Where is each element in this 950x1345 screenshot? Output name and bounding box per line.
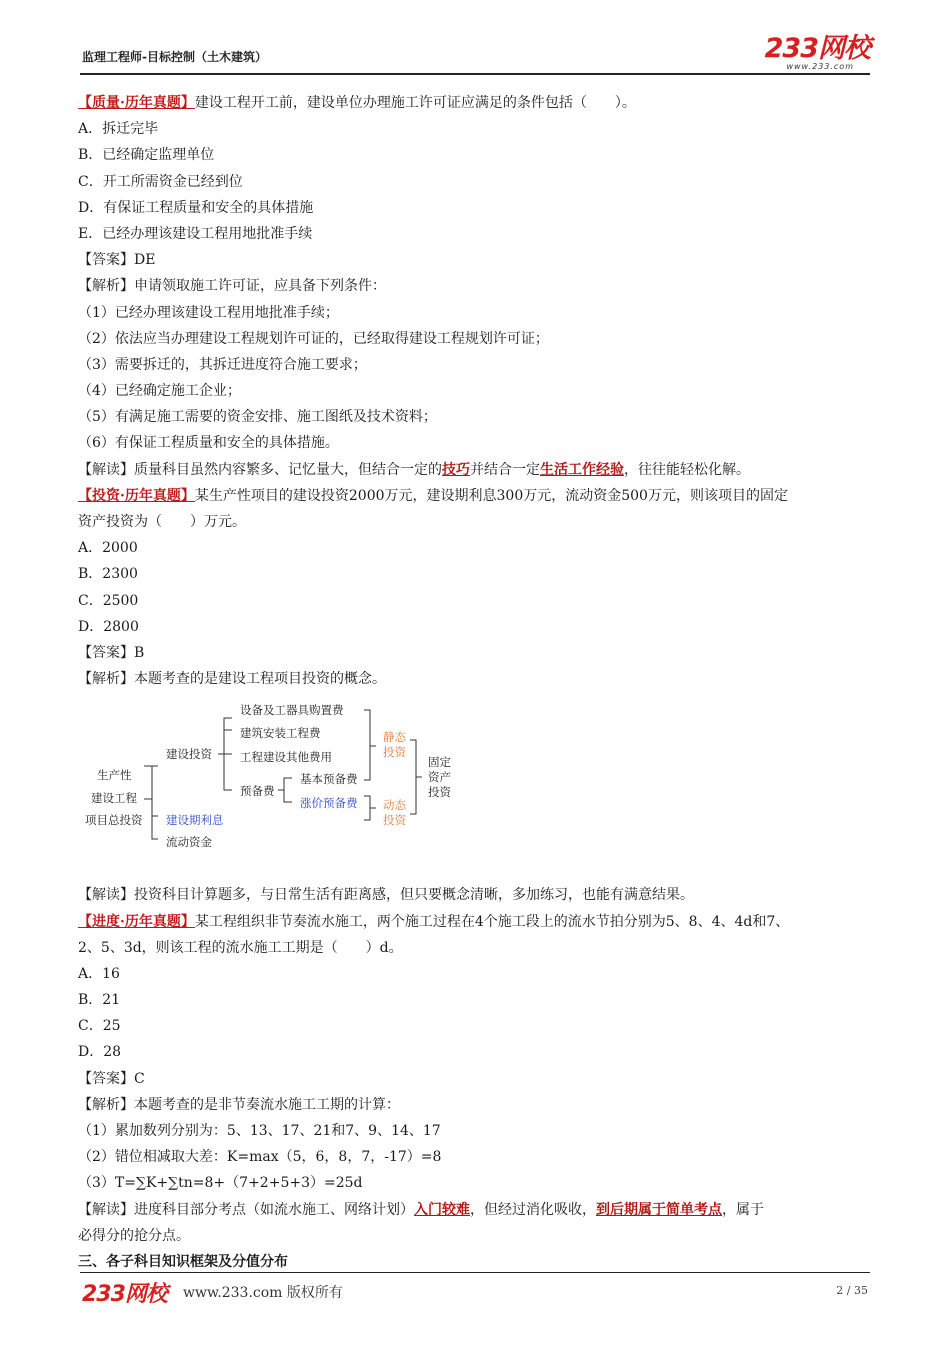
q1-option-e: E．已经办理该建设工程用地批准手续 xyxy=(78,225,313,242)
q2-reading: 【解读】投资科目计算题多，与日常生活有距离感，但只要概念清晰，多加练习，也能有满意结果。 xyxy=(78,887,694,904)
q3-analysis-1: （1）累加数列分别为：5、13、17、21和7、9、14、17 xyxy=(78,1123,441,1139)
diagram-reserve: 预备费 xyxy=(240,784,275,799)
q2-stem xyxy=(78,483,870,509)
diagram-fixed-line1: 固定 xyxy=(428,755,451,770)
q3-stem-line2: 2、5、3d，则该工程的流水施工工期是（ ）d。 xyxy=(78,939,403,956)
q2-stem-line2: 资产投资为（ ）万元。 xyxy=(78,514,246,530)
q1-analysis-5: （5）有满足施工需要的资金安排、施工图纸及技术资料； xyxy=(78,409,437,426)
investment-diagram xyxy=(78,700,870,882)
q3-reading-highlight-1: 入门较难 xyxy=(414,1201,470,1218)
q3-option-b: B．21 xyxy=(78,992,121,1009)
footer-divider xyxy=(80,1272,870,1273)
q1-analysis-2: （2）依法应当办理建设工程规划许可证的，已经取得建设工程规划许可证； xyxy=(78,330,549,347)
q3-stem xyxy=(78,909,870,935)
diagram-other-cost: 工程建设其他费用 xyxy=(240,750,332,765)
q1-reading xyxy=(78,457,870,483)
diagram-static-line2: 投资 xyxy=(383,745,406,760)
q1-analysis-3: （3）需要拆迁的，其拆迁进度符合施工要求； xyxy=(78,356,367,373)
diagram-static-line1: 静态 xyxy=(383,730,406,745)
q3-option-d: D．28 xyxy=(78,1044,122,1061)
diagram-interest: 建设期利息 xyxy=(166,813,224,828)
q2-stem-text: 某生产性项目的建设投资2000万元，建设期利息300万元，流动资金500万元，则该项目的固定 xyxy=(194,487,788,504)
q3-reading xyxy=(78,1197,870,1223)
diagram-root-line2: 建设工程 xyxy=(91,791,137,806)
q1-reading-part: 【解读】质量科目虽然内容繁多、记忆量大，但结合一定的 xyxy=(78,461,442,478)
q1-answer: 【答案】DE xyxy=(78,252,156,269)
section-title: 三、各子科目知识框架及分值分布 xyxy=(78,1253,288,1270)
q2-option-d: D．2800 xyxy=(78,618,139,635)
q1-reading-part: 并结合一定 xyxy=(470,461,540,478)
diagram-dynamic-line2: 投资 xyxy=(383,813,406,828)
diagram-price-reserve: 涨价预备费 xyxy=(300,796,358,811)
q1-option-c: C．开工所需资金已经到位 xyxy=(78,173,243,190)
q1-analysis-head: 【解析】申请领取施工许可证，应具备下列条件： xyxy=(78,278,386,295)
diagram-root-line3: 项目总投资 xyxy=(85,813,143,828)
q1-reading-part: ，往往能轻松化解。 xyxy=(624,461,750,478)
diagram-basic-reserve: 基本预备费 xyxy=(300,772,358,787)
q1-reading-highlight-2: 生活工作经验 xyxy=(540,461,624,478)
q2-analysis: 【解析】本题考查的是建设工程项目投资的概念。 xyxy=(78,671,386,688)
diagram-install-cost: 建筑安装工程费 xyxy=(240,726,321,741)
q2-tag: 【投资·历年真题】 xyxy=(78,487,195,504)
diagram-root-line1: 生产性 xyxy=(97,768,132,783)
q3-analysis-2: （2）错位相减取大差：K=max（5，6，8，7，-17）=8 xyxy=(78,1149,442,1166)
q3-reading-part: 【解读】进度科目部分考点（如流水施工、网络计划） xyxy=(78,1201,414,1218)
q2-answer: 【答案】B xyxy=(78,644,145,661)
footer-copyright: www.233.com 版权所有 xyxy=(183,1285,343,1301)
q2-option-a: A．2000 xyxy=(78,540,138,557)
q1-analysis-1: （1）已经办理该建设工程用地批准手续； xyxy=(78,304,339,321)
diagram-fixed-line2: 资产 xyxy=(428,770,451,785)
q1-stem-text: 建设工程开工前，建设单位办理施工许可证应满足的条件包括（ ）。 xyxy=(194,95,636,111)
q3-option-a: A．16 xyxy=(78,965,120,982)
brand-logo[interactable] xyxy=(760,33,870,71)
logo-text: 233网校 xyxy=(764,33,870,64)
q3-analysis-head: 【解析】本题考查的是非节奏流水施工工期的计算： xyxy=(78,1096,400,1113)
q3-reading-line2: 必得分的抢分点。 xyxy=(78,1227,190,1244)
q3-analysis-3: （3）T=∑K+∑tn=8+（7+2+5+3）=25d xyxy=(78,1175,363,1192)
q1-analysis-6: （6）有保证工程质量和安全的具体措施。 xyxy=(78,435,339,452)
q1-option-d: D．有保证工程质量和安全的具体措施 xyxy=(78,199,314,216)
q3-tag: 【进度·历年真题】 xyxy=(78,913,195,930)
q3-option-c: C．25 xyxy=(78,1018,121,1035)
diagram-dynamic-line1: 动态 xyxy=(383,798,406,813)
diagram-equipment-cost: 设备及工器具购置费 xyxy=(240,703,344,718)
q3-stem-text: 某工程组织非节奏流水施工，两个施工过程在4个施工段上的流水节拍分别为5、8、4、4d和7、 xyxy=(194,913,790,930)
page-number: 2 / 35 xyxy=(836,1284,868,1297)
q1-tag: 【质量·历年真题】 xyxy=(78,95,195,111)
diagram-fixed-line3: 投资 xyxy=(428,785,451,800)
header-divider xyxy=(80,73,870,75)
footer-logo[interactable]: 233网校 xyxy=(82,1282,167,1307)
diagram-construction-investment: 建设投资 xyxy=(166,747,212,762)
q3-reading-highlight-2: 到后期属于简单考点 xyxy=(596,1201,722,1218)
q1-stem xyxy=(78,90,870,116)
page-content xyxy=(78,90,870,1275)
q3-reading-part: ，属于 xyxy=(722,1201,764,1218)
page-header xyxy=(80,33,870,74)
logo-url: www.233.com xyxy=(786,62,854,71)
q1-option-b: B．已经确定监理单位 xyxy=(78,147,215,164)
q1-option-a: A．拆迁完毕 xyxy=(78,121,159,138)
header-title: 监理工程师-目标控制（土木建筑） xyxy=(82,50,267,64)
q2-option-c: C．2500 xyxy=(78,592,139,609)
q3-answer: 【答案】C xyxy=(78,1070,145,1087)
q1-analysis-4: （4）已经确定施工企业； xyxy=(78,383,241,400)
diagram-working-capital: 流动资金 xyxy=(166,835,212,850)
q2-option-b: B．2300 xyxy=(78,566,138,583)
q3-reading-part: ，但经过消化吸收， xyxy=(470,1201,596,1218)
q1-reading-highlight-1: 技巧 xyxy=(442,461,470,478)
